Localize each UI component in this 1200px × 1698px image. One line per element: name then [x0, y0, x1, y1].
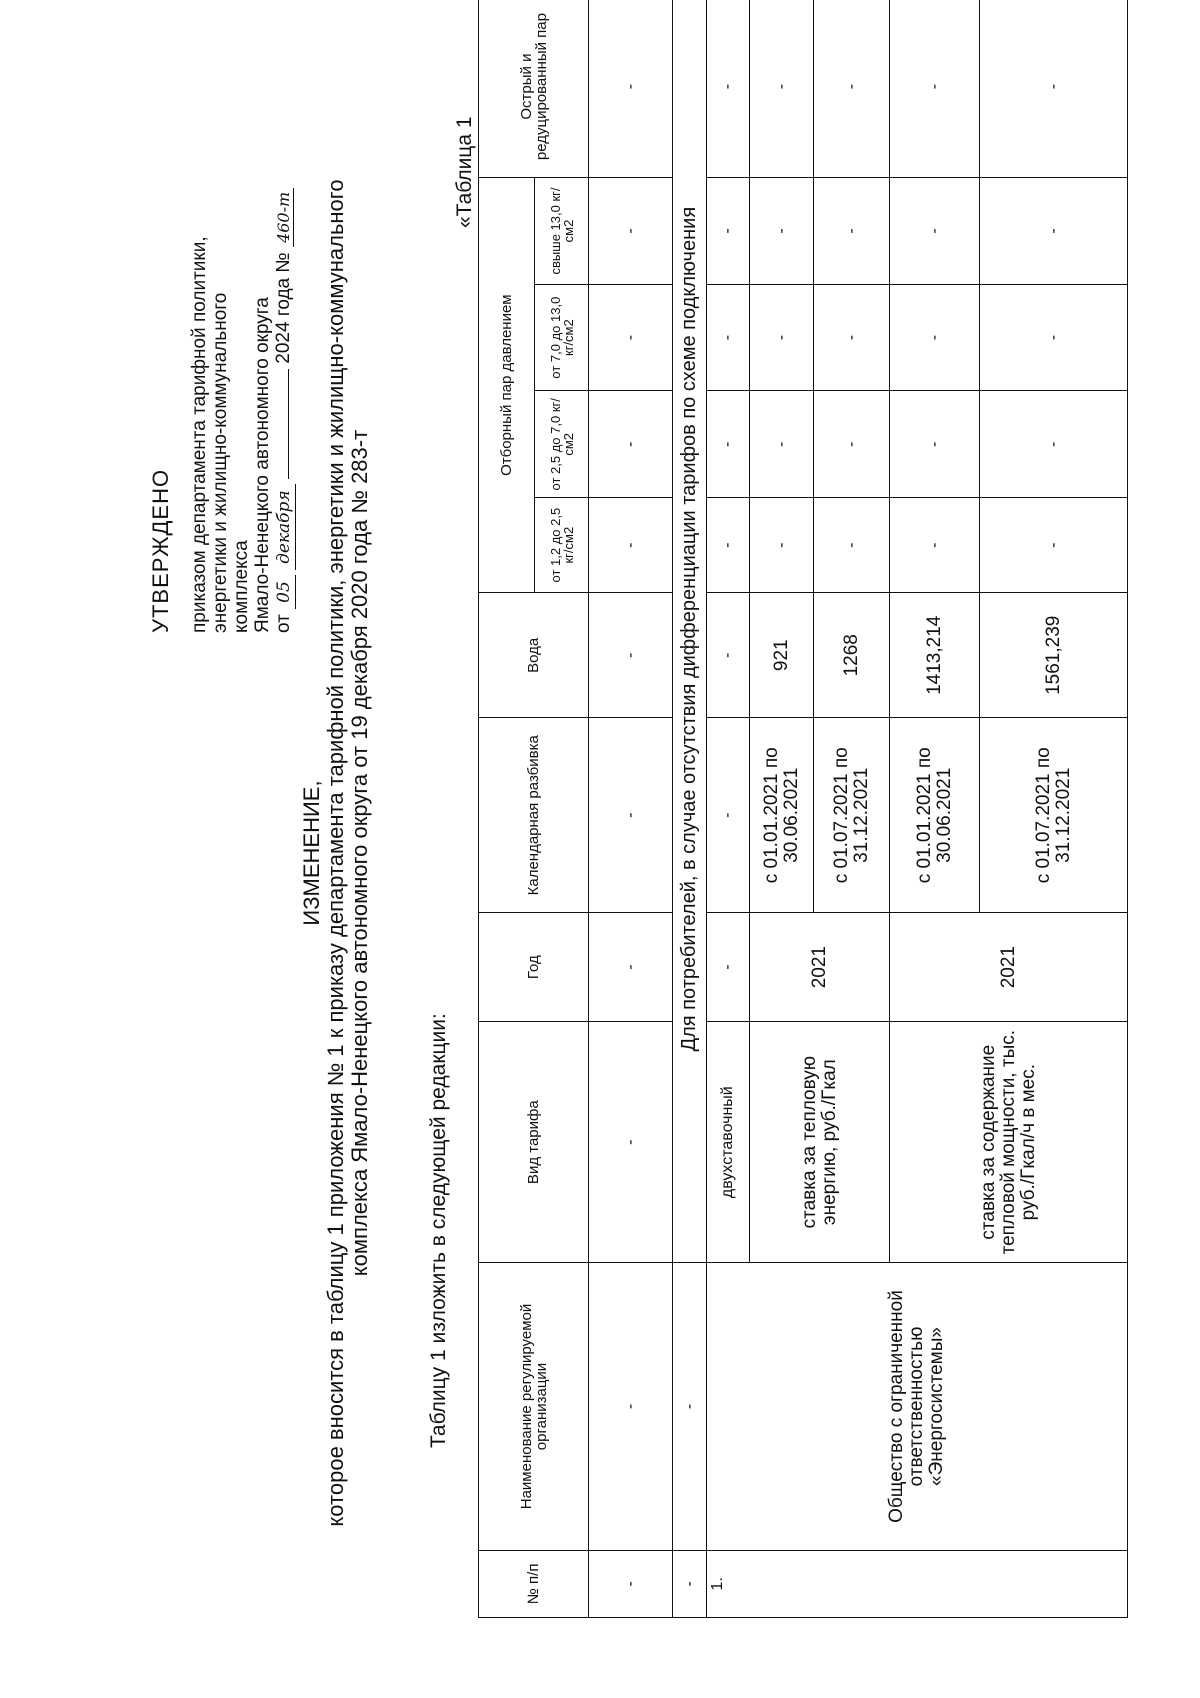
cell-dash: - — [890, 498, 980, 593]
header-year: Год — [479, 913, 589, 1022]
header-steam: Отборный пар давлением — [479, 178, 535, 593]
document-heading — [300, 88, 372, 1618]
cell-dash: - — [750, 498, 814, 593]
cell-dash: - — [707, 284, 750, 391]
banner-row — [673, 0, 707, 1618]
date-year: 2024 года № — [273, 252, 294, 364]
year-value: 2021 — [750, 913, 890, 1022]
cell-dash: - — [980, 178, 1128, 285]
banner-text: Для потребителей, в случае отсутствия дифференциации тарифов по схеме подключения — [673, 0, 707, 1263]
header-num: № п/п — [479, 1550, 589, 1617]
header-steam-1: от 1,2 до 2,5 кг/см2 — [535, 498, 589, 593]
cell-dash: - — [589, 284, 673, 391]
cell-dash: - — [589, 718, 673, 913]
cell-dash: - — [890, 178, 980, 285]
cell-dash: - — [750, 391, 814, 498]
energy-rate-label: ставка за тепловую энергию, руб./Гкал — [750, 1022, 890, 1263]
water-value: 1268 — [814, 593, 890, 718]
header-period: Календарная разбивка — [479, 718, 589, 913]
heading-title: ИЗМЕНЕНИЕ, — [299, 780, 324, 926]
cell-dash: - — [750, 0, 814, 178]
table-label: «Таблица 1 — [453, 116, 476, 228]
cell-dash: - — [589, 1550, 673, 1617]
approval-stamp — [150, 133, 296, 633]
period-value: с 01.01.2021 по 30.06.2021 — [750, 718, 814, 913]
cell-dash: - — [707, 913, 750, 1022]
tariff-type: двухставочный — [707, 1022, 750, 1263]
intro-text: Таблицу 1 изложить в следующей редакции: — [427, 1013, 450, 1448]
cell-dash: - — [707, 718, 750, 913]
cell-dash: - — [814, 498, 890, 593]
cell-dash: - — [707, 0, 750, 178]
year-value: 2021 — [890, 913, 1128, 1022]
cell-dash: - — [750, 284, 814, 391]
cell-dash: - — [750, 178, 814, 285]
header-row — [479, 0, 535, 1618]
header-steam-3: от 7,0 до 13,0 кг/см2 — [535, 284, 589, 391]
table-row — [589, 0, 673, 1618]
approval-line: приказом департамента тарифной политики, — [189, 236, 210, 633]
cell-dash: - — [589, 498, 673, 593]
cell-dash: - — [980, 391, 1128, 498]
approval-line: энергетики и жилищно-коммунального — [210, 292, 231, 633]
cell-dash: - — [673, 1263, 707, 1551]
cell-dash: - — [707, 498, 750, 593]
cell-dash: - — [589, 0, 673, 178]
header-org: Наименование регулируемой организации — [479, 1263, 589, 1551]
cell-dash: - — [589, 1022, 673, 1263]
cell-dash: - — [814, 284, 890, 391]
cell-dash: - — [814, 391, 890, 498]
approval-title: УТВЕРЖДЕНО — [148, 468, 173, 633]
cell-dash: - — [814, 178, 890, 285]
approval-line: Ямало-Ненецкого автономного округа — [252, 297, 273, 633]
water-value: 1561,239 — [980, 593, 1128, 718]
order-number: 460-т — [274, 188, 294, 247]
table-row — [707, 0, 750, 1618]
approval-line: комплекса — [231, 540, 252, 633]
cell-dash: - — [589, 178, 673, 285]
date-prefix: от — [273, 614, 294, 633]
period-value: с 01.07.2021 по 31.12.2021 — [980, 718, 1128, 913]
header-steam-4: свыше 13,0 кг/см2 — [535, 178, 589, 285]
cell-dash: - — [890, 0, 980, 178]
water-value: 1413,214 — [890, 593, 980, 718]
cell-dash: - — [707, 593, 750, 718]
date-day: 05 — [274, 575, 296, 609]
cell-dash: - — [814, 0, 890, 178]
cell-dash: - — [589, 593, 673, 718]
water-value: 921 — [750, 593, 814, 718]
cell-dash: - — [589, 913, 673, 1022]
date-blank-line — [288, 369, 289, 479]
header-water: Вода — [479, 593, 589, 718]
period-value: с 01.01.2021 по 30.06.2021 — [890, 718, 980, 913]
heading-line: которое вносится в таблицу 1 приложения № 1 к приказу департамента тарифной политики, энергетики и жилищно-коммунального — [323, 179, 348, 1527]
row-number: 1. — [707, 1550, 1128, 1617]
cell-dash: - — [589, 1263, 673, 1551]
period-value: с 01.07.2021 по 31.12.2021 — [814, 718, 890, 913]
cell-dash: - — [980, 498, 1128, 593]
cell-dash: - — [673, 1550, 707, 1617]
header-type: Вид тарифа — [479, 1022, 589, 1263]
tariff-table — [478, 0, 1128, 1618]
header-sharp: Острый и редуцированный пар — [479, 0, 589, 178]
heading-line: комплекса Ямало-Ненецкого автономного округа от 19 декабря 2020 года № 283-т — [347, 429, 372, 1277]
cell-dash: - — [980, 284, 1128, 391]
header-steam-2: от 2,5 до 7,0 кг/см2 — [535, 391, 589, 498]
approval-date — [273, 133, 296, 633]
cell-dash: - — [707, 391, 750, 498]
cell-dash: - — [707, 178, 750, 285]
date-month: декабря — [274, 484, 296, 570]
capacity-rate-label: ставка за содержание тепловой мощности, тыс. руб./Гкал/ч в мес. — [890, 1022, 1128, 1263]
cell-dash: - — [890, 391, 980, 498]
cell-dash: - — [980, 0, 1128, 178]
cell-dash: - — [890, 284, 980, 391]
org-name: Общество с ограниченной ответственностью «Энергосистемы» — [707, 1263, 1128, 1551]
cell-dash: - — [589, 391, 673, 498]
